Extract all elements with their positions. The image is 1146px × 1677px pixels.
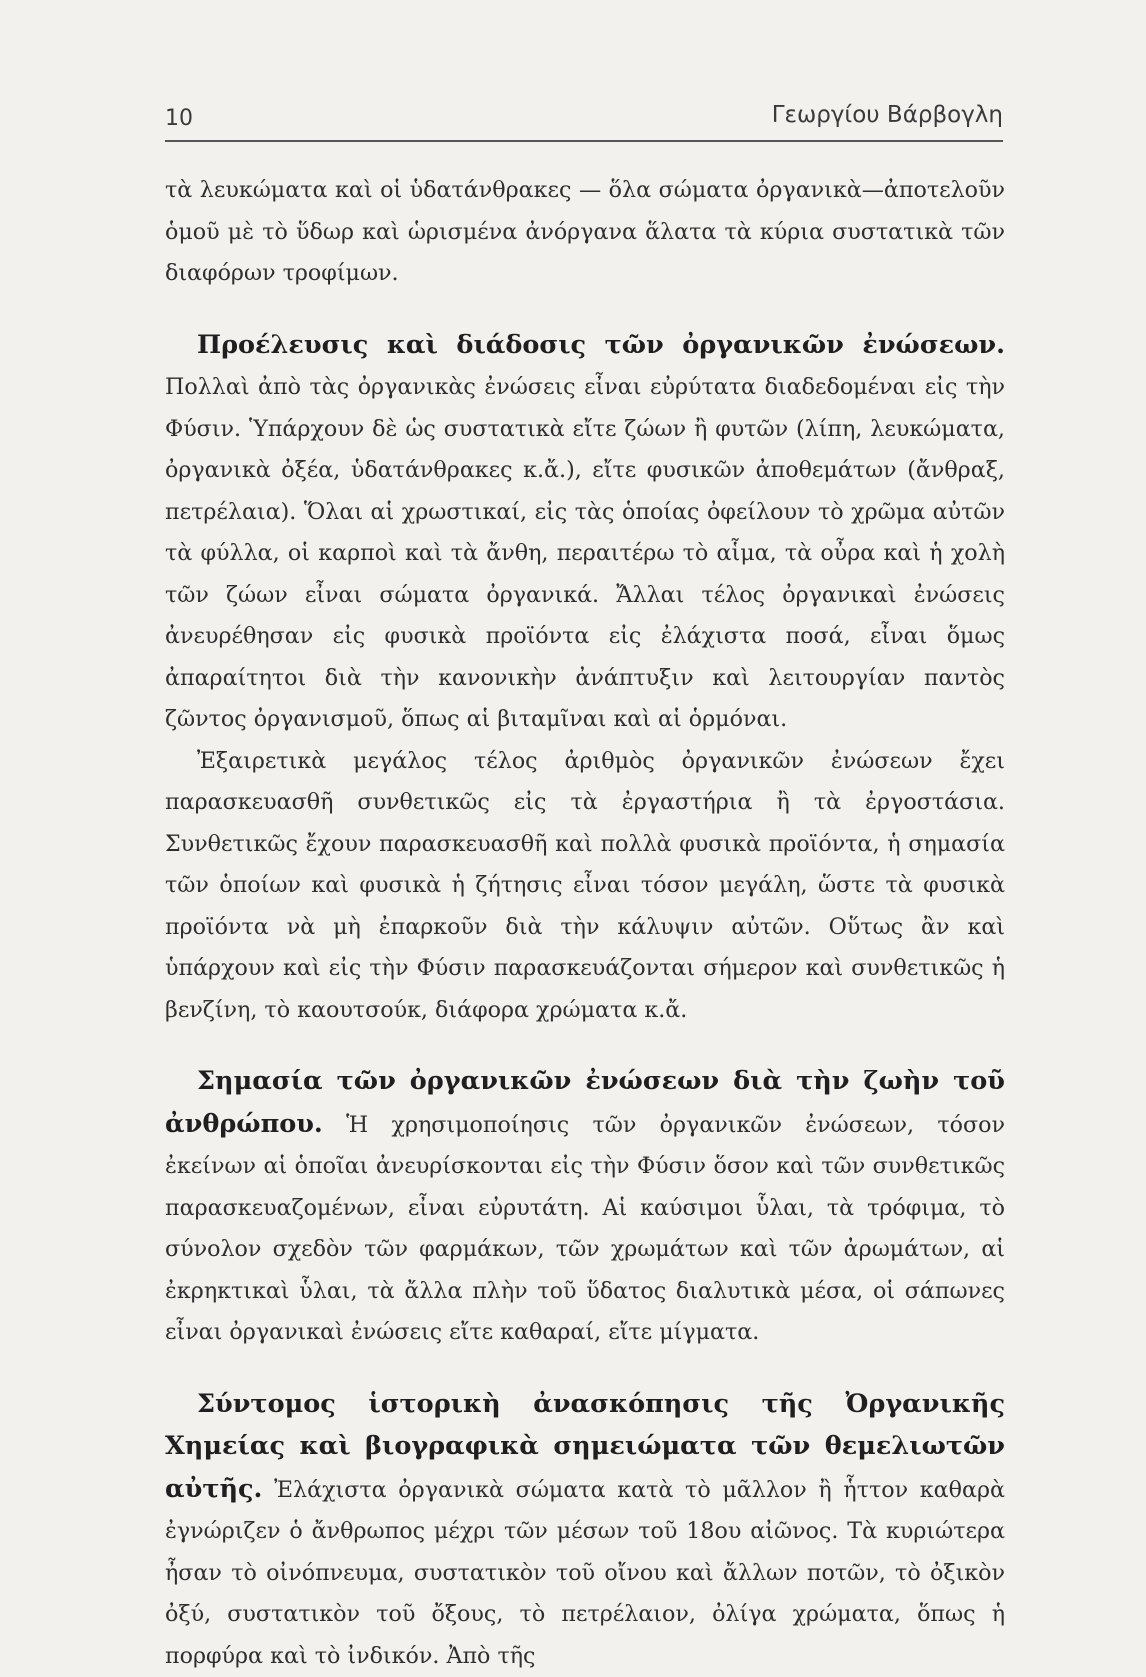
section-heading-importance: Σημασία τῶν ὀργανικῶν ἐνώσεων διὰ τὴν ζωὴν τοῦ ἀνθρώπου. bbox=[165, 1066, 1005, 1139]
header-rule bbox=[165, 140, 1003, 142]
origin-paragraph-1: Πολλαὶ ἀπὸ τὰς ὀργανικὰς ἐνώσεις εἶναι εὐρύτατα διαδεδομέναι εἰς τὴν Φύσιν. Ὑπάρχουν δὲ ὡς συστατικὰ εἴτε ζώων ἢ φυτῶν (λίπη, λευκώματα, ὀργανικὰ ὀξέα, ὑδατάνθρακες κ.ἄ.), εἴτε φυσικῶν ἀποθεμάτων (ἄνθραξ, πετρέλαια). Ὅλαι αἱ χρωστικαί, εἰς τὰς ὁποίας ὀφείλουν τὸ χρῶμα αὐτῶν τὰ φύλλα, οἱ καρποὶ καὶ τὰ ἄνθη, περαιτέρω τὸ αἷμα, τὰ οὖρα καὶ ἡ χολὴ τῶν ζώων εἶναι σώματα ὀργανικά. Ἄλλαι τέλος ὀργανικαὶ ἐνώσεις ἀνευρέθησαν εἰς φυσικὰ προϊόντα εἰς ἐλάχιστα ποσά, εἶναι ὅμως ἀπαραίτητοι διὰ τὴν κανονικὴν ἀνάπτυξιν καὶ λειτουργίαν παντὸς ζῶντος ὀργανισμοῦ, ὅπως αἱ βιταμῖναι καὶ αἱ ὁρμόναι. bbox=[165, 374, 1005, 732]
running-title: Γεωργίου Βάρβογλη bbox=[772, 102, 1003, 128]
section-origin bbox=[165, 325, 1005, 741]
section-importance bbox=[165, 1061, 1005, 1354]
intro-paragraph: τὰ λευκώματα καὶ οἱ ὑδατάνθρακες — ὅλα σώματα ὀργανικὰ—ἀποτελοῦν ὁμοῦ μὲ τὸ ὕδωρ καὶ ὡρισμένα ἀνόργανα ἅλατα τὰ κύρια συστατικὰ τῶν διαφόρων τροφίμων. bbox=[165, 170, 1005, 295]
history-paragraph: Ἐλάχιστα ὀργανικὰ σώματα κατὰ τὸ μᾶλλον ἢ ἧττον καθαρὰ ἐγνώριζεν ὁ ἄνθρωπος μέχρι τῶν μέσων τοῦ 18ου αἰῶνος. Τὰ κυριώτερα ἦσαν τὸ οἰνόπνευμα, συστατικὸν τοῦ οἴνου καὶ ἄλλων ποτῶν, τὸ ὀξικὸν ὀξύ, συστατικὸν τοῦ ὄξους, τὸ πετρέλαιον, ὀλίγα χρώματα, ὅπως ἡ πορφύρα καὶ τὸ ἰνδικόν. Ἀπὸ τῆς bbox=[165, 1477, 1005, 1669]
origin-paragraph-2: Ἐξαιρετικὰ μεγάλος τέλος ἀριθμὸς ὀργανικῶν ἐνώσεων ἔχει παρασκευασθῆ συνθετικῶς εἰς τὰ ἐργαστήρια ἢ τὰ ἐργοστάσια. Συνθετικῶς ἔχουν παρασκευασθῆ καὶ πολλὰ φυσικὰ προϊόντα, ἡ σημασία τῶν ὁποίων καὶ φυσικὰ ἡ ζήτησις εἶναι τόσον μεγάλη, ὥστε τὰ φυσικὰ προϊόντα νὰ μὴ ἐπαρκοῦν διὰ τὴν κάλυψιν αὐτῶν. Οὕτως ἂν καὶ ὑπάρχουν καὶ εἰς τὴν Φύσιν παρασκευάζονται σήμερον καὶ συνθετικῶς ἡ βενζίνη, τὸ καουτσούκ, διάφορα χρώματα κ.ἄ. bbox=[165, 741, 1005, 1032]
importance-paragraph: Ἡ χρησιμοποίησις τῶν ὀργανικῶν ἐνώσεων, τόσον ἐκείνων αἱ ὁποῖαι ἀνευρίσκονται εἰς τὴν Φύσιν ὅσον καὶ τῶν συνθετικῶς παρασκευαζομένων, εἶναι εὐρυτάτη. Αἱ καύσιμοι ὗλαι, τὰ τρόφιμα, τὸ σύνολον σχεδὸν τῶν φαρμάκων, τῶν χρωμάτων καὶ τῶν ἀρωμάτων, αἱ ἐκρηκτικαὶ ὗλαι, τὰ ἄλλα πλὴν τοῦ ὕδατος διαλυτικὰ μέσα, οἱ σάπωνες εἶναι ὀργανικαὶ ἐνώσεις εἴτε καθαραί, εἴτε μίγματα. bbox=[165, 1112, 1005, 1346]
section-heading-origin: Προέλευσις καὶ διάδοσις τῶν ὀργανικῶν ἐνώσεων. bbox=[197, 330, 1005, 360]
running-head bbox=[165, 100, 1003, 136]
section-heading-history: Σύντομος ἱστορικὴ ἀνασκόπησις τῆς Ὀργανικῆς Χημείας καὶ βιογραφικὰ σημειώματα τῶν θεμελιωτῶν αὐτῆς. bbox=[165, 1389, 1005, 1504]
body-text bbox=[165, 170, 1005, 1677]
section-history bbox=[165, 1384, 1005, 1677]
page-number: 10 bbox=[165, 106, 193, 131]
